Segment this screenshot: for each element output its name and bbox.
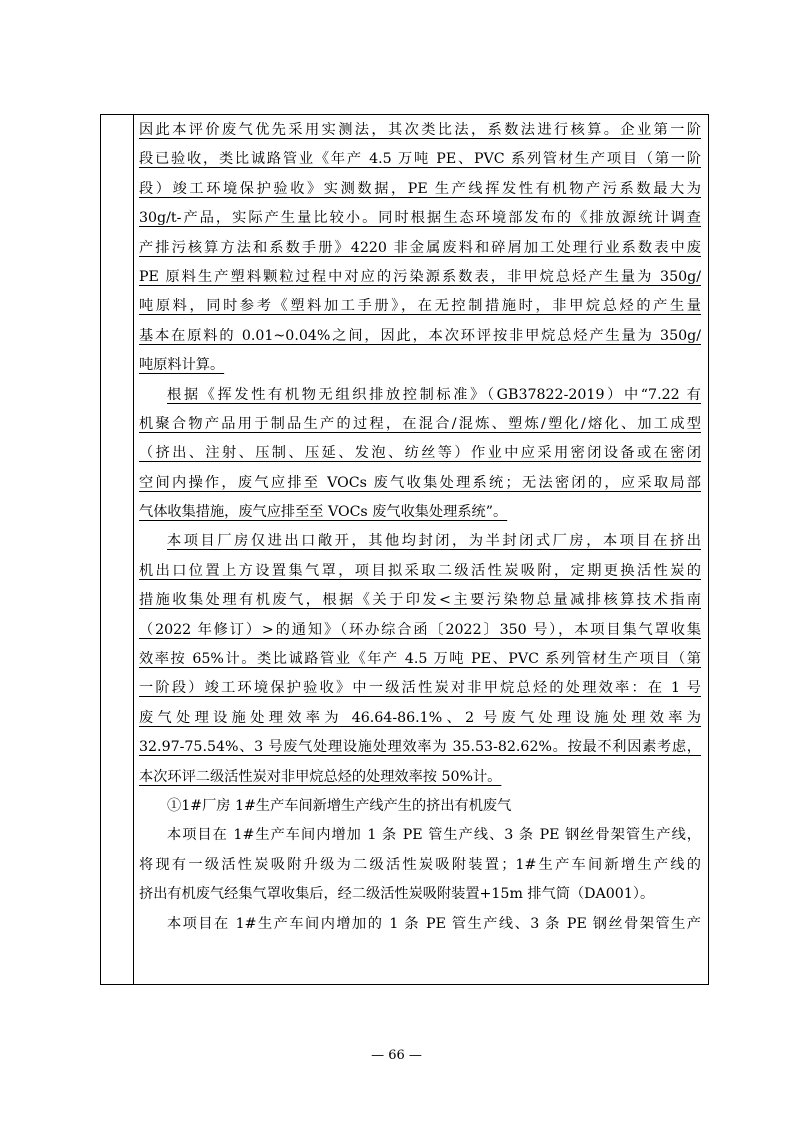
text-line-content: 废气处理设施处理效率为 46.64-86.1%、2 号废气处理设施处理效率为 bbox=[139, 709, 701, 726]
text-line bbox=[139, 527, 701, 556]
text-line-content: 根据《挥发性有机物无组织排放控制标准》（GB37822-2019）中“7.22 有 bbox=[167, 386, 701, 403]
text-line bbox=[139, 410, 701, 439]
text-line bbox=[139, 381, 701, 410]
text-line-content: 机聚合物产品用于制品生产的过程，在混合/混炼、塑炼/塑化/熔化、加工成型 bbox=[139, 415, 701, 432]
text-line bbox=[139, 645, 701, 674]
text-line bbox=[139, 792, 701, 821]
text-line-content: 本项目厂房仅进出口敞开，其他均封闭，为半封闭式厂房，本项目在挤出 bbox=[167, 533, 701, 550]
text-line-content: 基本在原料的 0.01~0.04%之间，因此，本次环评按非甲烷总烃产生量为 350g/ bbox=[139, 327, 701, 344]
page-number: — 66 — bbox=[371, 1048, 422, 1063]
text-line-content: 气体收集措施，废气应排至至 VOCs 废气收集处理系统”。 bbox=[139, 504, 508, 521]
text-line bbox=[139, 821, 701, 850]
text-line-content: 段已验收，类比诚路管业《年产 4.5 万吨 PE、PVC 系列管材生产项目（第一阶 bbox=[139, 151, 701, 168]
text-line bbox=[139, 263, 701, 292]
text-line bbox=[139, 145, 701, 174]
text-line-content: ①1#厂房 1#生产车间新增生产线产生的挤出有机废气 bbox=[167, 797, 512, 814]
text-line-content: 措施收集处理有机废气，根据《关于印发<主要污染物总量减排核算技术指南 bbox=[139, 592, 701, 609]
text-line-content: 空间内操作，废气应排至 VOCs 废气收集处理系统；无法密闭的，应采取局部 bbox=[139, 474, 701, 491]
paragraph bbox=[139, 527, 701, 792]
text-line bbox=[139, 880, 701, 909]
text-line bbox=[139, 292, 701, 321]
text-line bbox=[139, 851, 701, 880]
text-line-content: （挤出、注射、压制、压延、发泡、纺丝等）作业中应采用密闭设备或在密闭 bbox=[139, 445, 701, 462]
text-line bbox=[139, 616, 701, 645]
table-column-divider bbox=[133, 115, 134, 984]
text-line bbox=[139, 733, 701, 762]
text-line bbox=[139, 498, 701, 527]
paragraph bbox=[139, 116, 701, 381]
text-line-content: 32.97-75.54%、3 号废气处理设施处理效率为 35.53-82.62%。按最不利因素考虑， bbox=[139, 739, 701, 756]
text-line-content: 吨原料计算。 bbox=[139, 357, 225, 374]
text-line-content: 产排污核算方法和系数手册》4220 非金属废料和碎屑加工处理行业系数表中废 bbox=[139, 239, 701, 256]
text-line bbox=[139, 204, 701, 233]
text-line-content: （2022 年修订）>的通知》（环办综合函〔2022〕350 号），本项目集气罩收集 bbox=[139, 621, 701, 638]
text-line bbox=[139, 586, 701, 615]
text-line bbox=[139, 557, 701, 586]
text-line-content: 本项目在 1#生产车间内增加的 1 条 PE 管生产线、3 条 PE 钢丝骨架管生产 bbox=[167, 915, 701, 932]
document-body bbox=[139, 116, 701, 939]
text-line bbox=[139, 439, 701, 468]
text-line bbox=[139, 116, 701, 145]
text-line bbox=[139, 674, 701, 703]
text-line-content: 机出口位置上方设置集气罩，项目拟采取二级活性炭吸附，定期更换活性炭的 bbox=[139, 562, 701, 579]
text-line-content: 30g/t-产品，实际产生量比较小。同时根据生态环境部发布的《排放源统计调查 bbox=[139, 210, 701, 227]
text-line-content: 因此本评价废气优先采用实测法，其次类比法，系数法进行核算。企业第一阶 bbox=[139, 122, 701, 138]
text-line bbox=[139, 351, 701, 380]
text-line bbox=[139, 469, 701, 498]
text-line-content: 效率按 65%计。类比诚路管业《年产 4.5 万吨 PE、PVC 系列管材生产项目（第 bbox=[139, 651, 701, 668]
text-line bbox=[139, 763, 701, 792]
text-line-content: 本项目在 1#生产车间内增加 1 条 PE 管生产线、3 条 PE 钢丝骨架管生产线， bbox=[167, 827, 701, 844]
text-line bbox=[139, 175, 701, 204]
text-line-content: 一阶段）竣工环境保护验收》中一级活性炭对非甲烷总烃的处理效率：在 1 号 bbox=[139, 680, 701, 697]
text-line bbox=[139, 322, 701, 351]
text-line-content: PE 原料生产塑料颗粒过程中对应的污染源系数表，非甲烷总烃产生量为 350g/ bbox=[139, 268, 701, 285]
paragraph bbox=[139, 821, 701, 909]
paragraph bbox=[139, 910, 701, 939]
text-line bbox=[139, 910, 701, 939]
text-line-content: 吨原料，同时参考《塑料加工手册》，在无控制措施时，非甲烷总烃的产生量 bbox=[139, 298, 701, 315]
text-line bbox=[139, 704, 701, 733]
paragraph bbox=[139, 792, 701, 821]
text-line-content: 段）竣工环境保护验收》实测数据，PE 生产线挥发性有机物产污系数最大为 bbox=[139, 180, 701, 197]
text-line-content: 将现有一级活性炭吸附升级为二级活性炭吸附装置；1#生产车间新增生产线的 bbox=[139, 856, 701, 873]
text-line-content: 本次环评二级活性炭对非甲烷总烃的处理效率按 50%计。 bbox=[139, 768, 502, 785]
paragraph bbox=[139, 381, 701, 528]
text-line bbox=[139, 234, 701, 263]
text-line-content: 挤出有机废气经集气罩收集后，经二级活性炭吸附装置+15m 排气筒（DA001）。 bbox=[139, 886, 655, 903]
